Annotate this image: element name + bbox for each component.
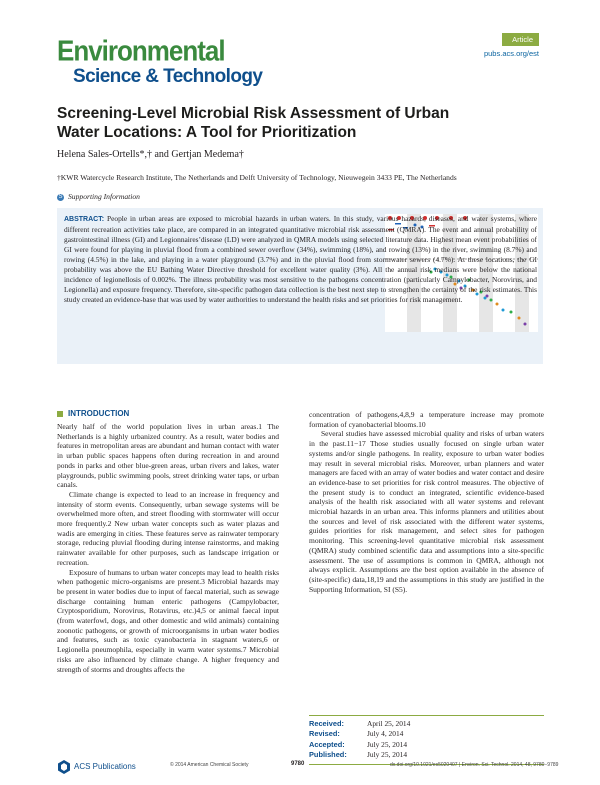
intro-paragraph-1: Nearly half of the world population lives in urban areas.1 The Netherlands is a highly urbanized country. As a result, water bodies and features in metropolitan areas are abundant and human contact with water in urban public spaces happens often during recreation in and around ponds in parks and other blue-green areas, urban rivers and lakes, water playgrounds, public swimming pools, street drinking water taps, or urban canals. (57, 422, 279, 490)
acs-hexagon-icon (57, 760, 71, 774)
right-column (309, 410, 544, 594)
date-row-accepted (309, 740, 544, 750)
date-label: Published: (309, 750, 347, 760)
supporting-info-icon: S (58, 193, 63, 200)
date-value: July 25, 2014 (367, 739, 408, 749)
journal-url-link[interactable]: pubs.acs.org/est (483, 49, 539, 58)
date-label: Revised: (309, 729, 340, 739)
intro-paragraph-continued: concentration of pathogens,4,8,9 a temperature increase may promote formation of cyanobacterial blooms.10 (309, 410, 544, 429)
introduction-heading-label: INTRODUCTION (68, 409, 130, 418)
copyright: © 2014 American Chemical Society (170, 762, 249, 768)
article-type-badge: Article (502, 33, 539, 46)
acs-publications-logo[interactable] (57, 760, 167, 774)
article-dates (309, 715, 544, 765)
journal-logo-line1: Environmental (57, 34, 225, 67)
abstract-label: ABSTRACT: (64, 216, 105, 223)
date-row-published (309, 750, 544, 760)
abstract-text (64, 214, 537, 305)
author-list[interactable]: Helena Sales-Ortells*,† and Gertjan Medema† (57, 149, 244, 160)
left-column (57, 422, 279, 674)
intro-paragraph-2: Climate change is expected to lead to an increase in frequency and intensity of storm events. Consequently, urban sewage systems will be overwhelmed more often, and street flooding with stormwater will occur more frequently.2 New urban water concepts such as water plazas and wadis are emerging in cities. These features serve as rainwater temporary storage, reducing pluvial flooding during intense rainstorms, and making rainwater available for other purposes, such as landscape irrigation or recreation. (57, 489, 279, 567)
date-row-revised (309, 729, 544, 739)
affiliation: †KWR Watercycle Research Institute, The Netherlands and Delft University of Technology, Nieuwegein 3433 PE, The Netherlands (57, 173, 457, 182)
intro-paragraph-4: Several studies have assessed microbial quality and risks of urban waters in the past.11−17 Those studies usually focused on single urban water systems and/or single pathogens. In reality, exposure to urban water bodies may result in several microbial risks. Moreover, urban planners and water managers are faced with an array of water bodies and water contact and desire an evidence-base to set priorities for risk control measures. The objective of the present study is to conduct an integrated, scientific evidence-based analysis of the health risk associated with all water systems and relevant microbial hazards in an urban area. This informs planners and utilities about the sources and level of risk associated with the different water systems, guides priorities for risk management, and select sites for pathogen monitoring. This screening-level quantitative microbial risk assessment (QMRA) study combined scientific data and assumptions into a site-specific assessment. The use of assumptions is common in QMRA, although not always explicit. Assumptions are the best option available in the absence of (site-specific) data,18,19 and the assumptions in this study are justified in the Supporting Information, SI (S5). (309, 429, 544, 594)
date-value: April 25, 2014 (367, 719, 411, 728)
intro-paragraph-3: Exposure of humans to urban water concepts may lead to health risks when pathogenic micro-organisms are present.3 Microbial hazards may be present in water bodies due to input of faecal material, such as sewage discharge containing human enteric pathogens (Campylobacter, Cryptosporidium, Norovirus, Rotavirus, etc.)4,5 or animal faecal input (from waterfowl, dogs, and other domestic and wild animals) containing zoonotic pathogens, or growth of microorganisms in urban water bodies and features, such as toxic cyanobacteria in stagnant waters,6 or Legionella pneumophila, especially in warm water systems.7 Microbial risks are also influenced by climate change. A higher frequency and strength of storms and droughts affects the (57, 567, 279, 674)
section-marker-icon (57, 411, 63, 417)
abstract-body: People in urban areas are exposed to microbial hazards in urban waters. In this study, various hazards, diseases, and water systems, where different recreation activities take place, are compared in an integrated quantitative microbial risk assessment (QMRA). The event and annual probability of gastrointestinal illness (GI) and Legionnaires’disease (LD) were analyzed in QMRA models using selected literature data. Highest mean event probabilities of GI were found for playing in pluvial flood from a combined sewer overflow (34%), swimming (18%), and rowing (13%) in the river, swimming (8.7%) and rowing (4.5%) in the lake, and playing in a water playground (3.7%) and in the pluvial flood from stormwater sewers (4.7%). At these locations, the GI probability was above the EU Bathing Water Directive threshold for excellent water quality (3%). All the annual risk medians were below the national incidence of legionellosis of 0.002%. The illness probability was most sensitive to the pathogens concentration (particularly Campylobacter, Norovirus, and Legionella) and exposure frequency. Therefore, site-specific pathogen data collection is the best next step to strengthen the certainty of the risk estimates. This study created an evidence-base that was used by water authorities to understand the health risks and set priorities for risk management. (64, 214, 537, 304)
supporting-information-label: Supporting Information (68, 192, 140, 201)
doi-citation[interactable]: dx.doi.org/10.1021/es5020407 | Environ. Sci. Technol. 2014, 48, 9780−9789 (390, 762, 559, 768)
supporting-information-link[interactable] (57, 192, 140, 201)
date-label: Accepted: (309, 739, 345, 749)
date-value: July 4, 2014 (367, 729, 404, 739)
journal-logo-line2: Science & Technology (73, 66, 263, 87)
publisher-name: ACS Publications (74, 762, 136, 771)
date-row-received (309, 719, 544, 729)
date-value: July 25, 2014 (367, 750, 408, 760)
date-label: Received: (309, 719, 344, 728)
page-number: 9780 (291, 761, 305, 767)
article-title: Screening-Level Microbial Risk Assessment of Urban Water Locations: A Tool for Prioritization (57, 105, 450, 141)
journal-logo (57, 34, 287, 96)
introduction-heading (57, 409, 129, 418)
